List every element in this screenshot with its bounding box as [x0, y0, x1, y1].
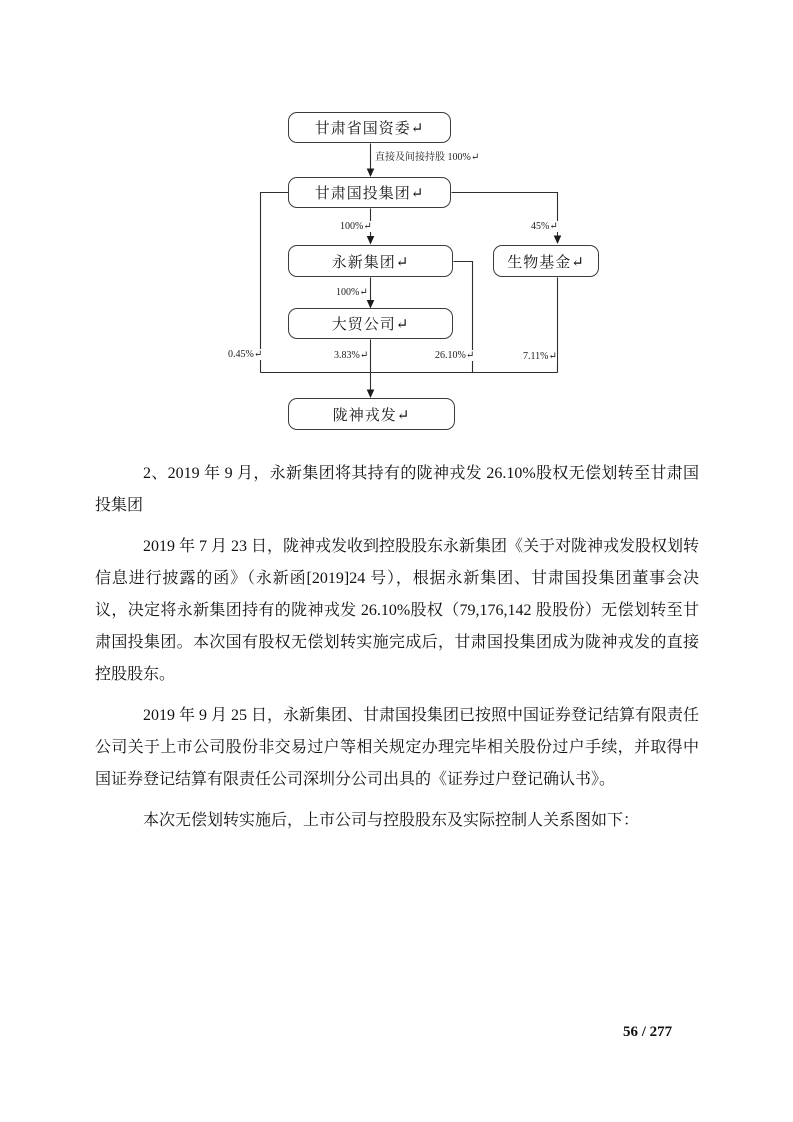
ownership-structure-diagram	[0, 0, 793, 450]
paragraph-relationship-intro: 本次无偿划转实施后，上市公司与控股股东及实际控制人关系图如下：	[143, 812, 640, 829]
edge-label-383-damao-longshen: 3.83%↵	[334, 350, 369, 361]
paragraph-heading-item2: 2、2019 年 9 月，永新集团将其持有的陇神戎发 26.10%股权无偿划转至甘肃国投集团	[95, 465, 699, 514]
edge-label-100-guotou-yongxin: 100%↵	[340, 221, 372, 232]
node-damao-company	[288, 308, 453, 339]
body-text	[95, 458, 699, 846]
node-label: 甘肃国投集团↵	[314, 186, 425, 202]
edge-label-100-yongxin-damao: 100%↵	[336, 287, 368, 298]
node-label: 永新集团↵	[331, 254, 410, 271]
page-number: 56 / 277	[623, 1024, 673, 1040]
node-gansu-guotou-group	[288, 177, 451, 208]
node-bio-fund	[493, 245, 599, 277]
node-label: 大贸公司↵	[331, 317, 410, 333]
connector-lines	[0, 0, 793, 450]
edge-label-711-biofund-longshen: 7.11%↵	[523, 351, 557, 362]
node-label: 陇神戎发↵	[332, 407, 411, 424]
node-longshen-rongfa	[288, 398, 455, 430]
edge-label-045-guotou-longshen: 0.45%↵	[228, 349, 263, 360]
node-gansu-sasac	[288, 112, 451, 143]
edge-label-45-guotou-biofund: 45%↵	[531, 221, 558, 232]
paragraph-registration-completed: 2019 年 9 月 25 日，永新集团、甘肃国投集团已按照中国证券登记结算有限责任公司关于上市公司股份非交易过户等相关规定办理完毕相关股份过户手续，并取得中国证券登记结算有限责任公司深圳分公司出具的《证券过户登记确认书》。	[95, 707, 700, 788]
edge-label-direct-indirect-100: 直接及间接持股 100%↵	[375, 152, 480, 163]
node-label: 甘肃省国资委↵	[314, 121, 425, 137]
paragraph-transfer-decision: 2019 年 7 月 23 日，陇神戎发收到控股股东永新集团《关于对陇神戎发股权划转信息进行披露的函》（永新函[2019]24 号），根据永新集团、甘肃国投集团董事会决议，决定将永新集团持有的陇神戎发 26.10%股权（79,176,142 股股份）无偿划转至甘肃国投集团。本次国有股权无偿划转实施完成后，甘肃国投集团成为陇神戎发的直接控股股东。	[95, 538, 700, 683]
node-label: 生物基金↵	[507, 254, 585, 271]
edge-label-2610-yongxin-longshen: 26.10%↵	[435, 350, 475, 361]
node-yongxin-group	[288, 245, 453, 277]
